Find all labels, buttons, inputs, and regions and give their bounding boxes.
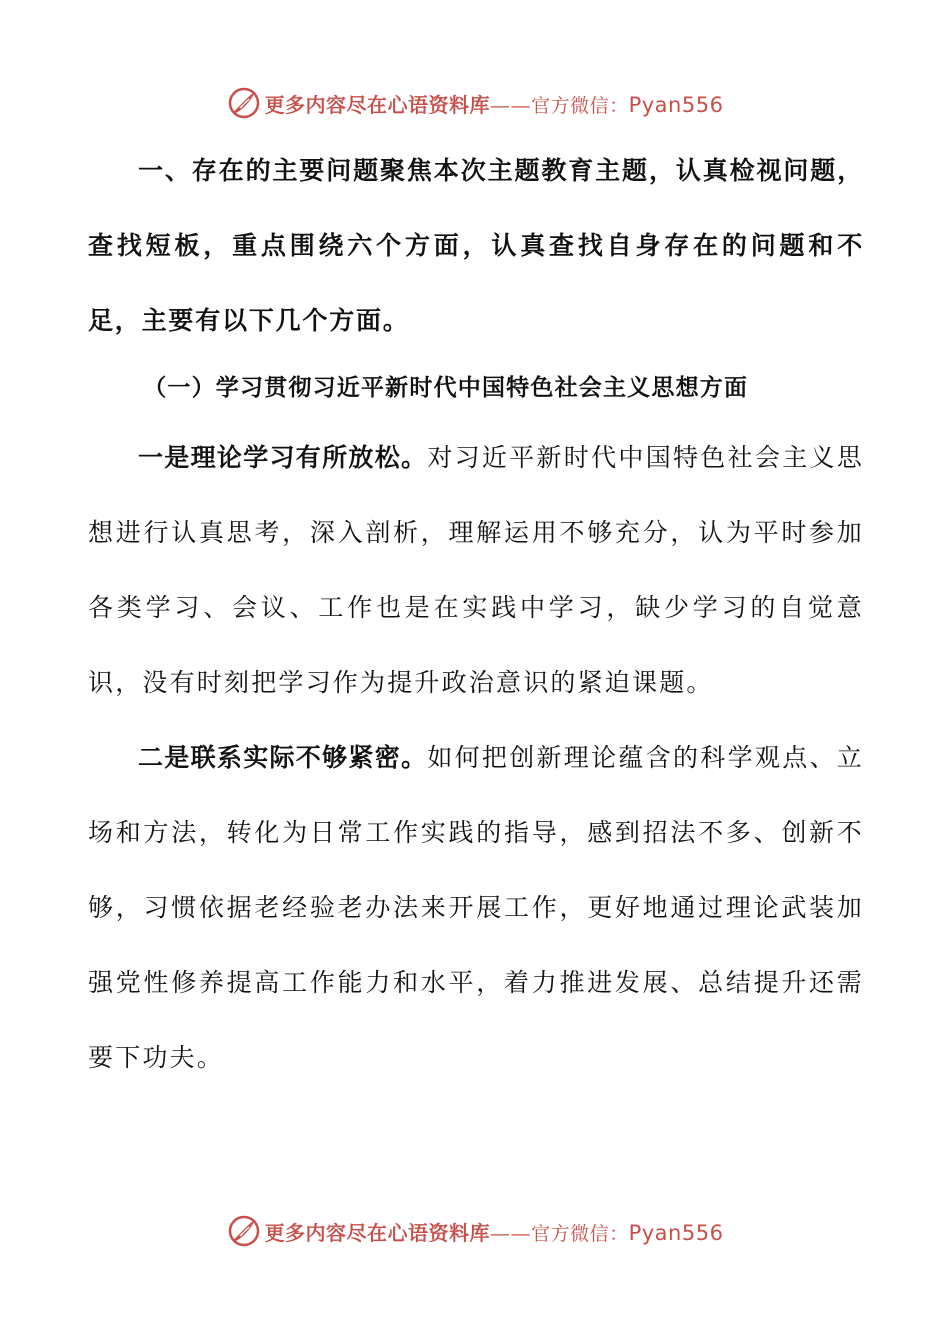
item-2-text: 如何把创新理论蕴含的科学观点、立场和方法，转化为日常工作实践的指导，感到招法不多、创新不够，习惯依据老经验老办法来开展工作，更好地通过理论武装加强党性修养提高工作能力和水平，着力推进发展、总结提升还需要下功夫。 — [88, 743, 865, 1072]
header-watermark — [0, 83, 950, 123]
paragraph-item-1 — [88, 420, 864, 720]
watermark-label: 更多内容尽在心语资料库 — [264, 92, 491, 117]
paragraph-item-2 — [88, 720, 864, 1095]
subsection-title: （一）学习贯彻习近平新时代中国特色社会主义思想方面 — [143, 374, 749, 401]
pen-logo-icon — [227, 86, 261, 120]
section-title: 一、存在的主要问题聚焦本次主题教育主题，认真检视问题，查找短板，重点围绕六个方面，认真查找自身存在的问题和不足，主要有以下几个方面。 — [88, 156, 864, 335]
watermark-dash: —— — [490, 1220, 532, 1245]
watermark-wechat-label: 官方微信： — [531, 1222, 629, 1245]
watermark-wechat-label: 官方微信： — [531, 94, 629, 117]
item-2-lead: 二是联系实际不够紧密。 — [138, 743, 428, 772]
item-1-lead: 一是理论学习有所放松。 — [138, 443, 428, 472]
item-1-text: 对习近平新时代中国特色社会主义思想进行认真思考，深入剖析，理解运用不够充分，认为平时参加各类学习、会议、工作也是在实践中学习，缺少学习的自觉意识，没有时刻把学习作为提升政治意识的紧迫课题。 — [88, 443, 865, 697]
watermark-label: 更多内容尽在心语资料库 — [264, 1220, 491, 1245]
watermark-wechat-id: Pyan556 — [628, 1220, 724, 1245]
watermark-dash: —— — [490, 92, 532, 117]
document-body — [88, 133, 864, 1095]
pen-logo-icon — [227, 1214, 261, 1248]
watermark-text — [265, 89, 724, 118]
footer-watermark — [0, 1211, 950, 1251]
watermark-wechat-id: Pyan556 — [628, 92, 724, 117]
watermark-text — [265, 1217, 724, 1246]
